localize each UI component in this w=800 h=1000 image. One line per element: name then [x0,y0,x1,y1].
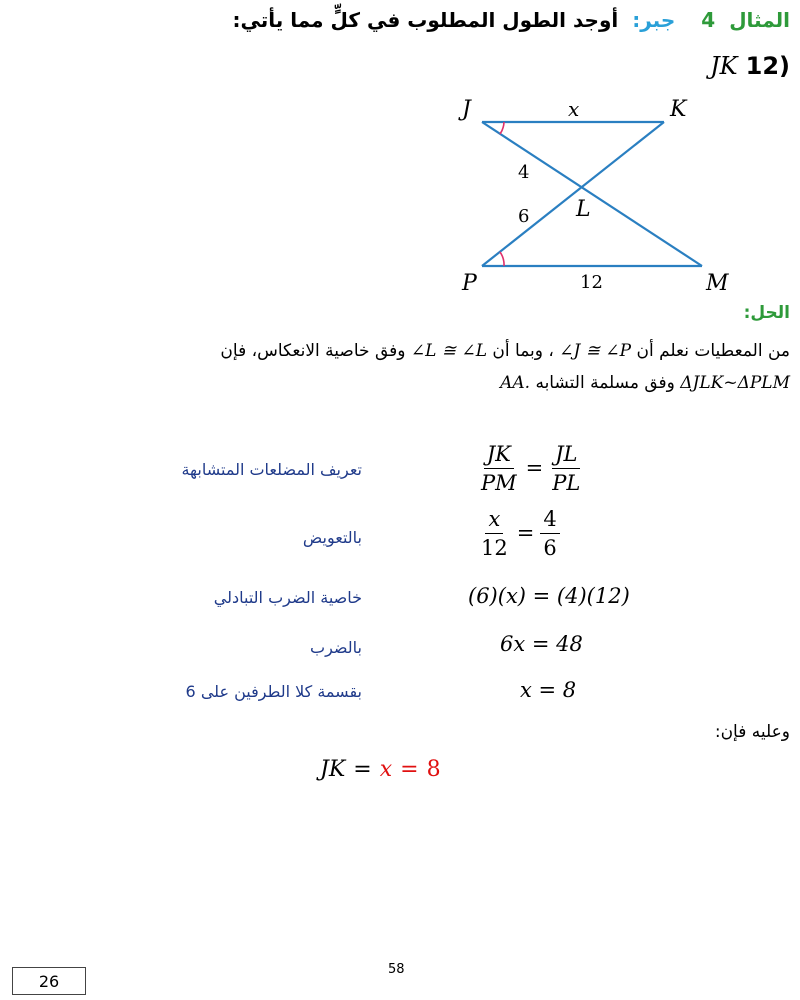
sol-math-3: AA. [500,373,531,393]
instruction-text: أوجد الطول المطلوب في كلٍّ مما يأتي: [232,8,619,32]
step-1-reason: تعريف المضلعات المتشابهة [181,460,362,479]
final-mid: x [379,757,393,782]
sol-math-4: ΔJLK~ΔPLM [680,373,790,393]
label-jk: x [568,97,580,121]
angle-mark-j [500,122,504,134]
step-2-reason: بالتعويض [302,528,362,547]
frac-pm: PM [481,471,517,495]
sol-text-3: وفق خاصية الانعكاس، فإن [220,341,406,361]
step-5-equation: x = 8 [520,678,577,702]
frac-6: 6 [543,536,557,560]
angle-mark-p [500,252,504,266]
box-number: 26 [12,967,86,995]
step-2-equation: $\frac{x}{12}$ = $\frac{4}{6}$ [478,505,560,562]
question-label [710,52,790,80]
solution-label: الحل: [743,303,790,323]
example-header [10,8,790,42]
final-answer: JK = x = 8 [320,757,441,782]
subject-label: جبر: [632,8,676,32]
segment-kp [482,122,664,266]
label-pl: 6 [518,206,530,227]
vertex-m: M [706,271,729,296]
vertex-k: K [670,97,687,122]
step-1-equation: $\frac{JK}{PM}$ = $\frac{JL}{PL}$ [478,440,583,497]
step-5-reason: بقسمة كلا الطرفين على 6 [185,682,362,701]
question-number: 12) [745,52,790,80]
triangle-diagram [440,92,760,298]
solution-line-1 [0,336,790,366]
label-pm: 12 [580,272,603,293]
sol-text-4: وفق مسلمة التشابه [535,373,675,393]
step-3-equation: (6)(x) = (4)(12) [468,584,630,608]
label-jl: 4 [518,162,530,183]
final-lhs: JK [320,757,346,782]
step-4-reason: بالضرب [310,638,362,657]
example-number: 4 [701,8,716,32]
vertex-p: P [462,271,477,296]
diagram-lines [482,122,702,266]
frac-4: 4 [540,505,559,534]
page-number: 58 [388,962,405,977]
question-target: JK [710,52,738,80]
sol-text-2: ، وبما أن [492,341,554,361]
frac-x: x [485,505,503,534]
final-value: 8 [426,757,441,782]
frac-jk: JK [484,440,514,469]
solution-line-2 [0,368,790,398]
sol-math-2: ∠L ≅ ∠L [410,341,487,361]
frac-pl: PL [552,471,581,495]
sol-math-1: ∠J ≅ ∠P [559,341,632,361]
frac-jl: JL [552,440,580,469]
vertex-l: L [576,197,591,222]
sol-text-1: من المعطيات نعلم أن [636,341,790,361]
segment-jm [482,122,702,266]
step-4-equation: 6x = 48 [500,632,583,656]
vertex-j: J [462,97,471,122]
frac-12: 12 [481,536,508,560]
step-3-reason: خاصية الضرب التبادلي [213,588,362,607]
conclusion-label: وعليه فإن: [714,722,790,742]
example-label: المثال [729,8,790,32]
